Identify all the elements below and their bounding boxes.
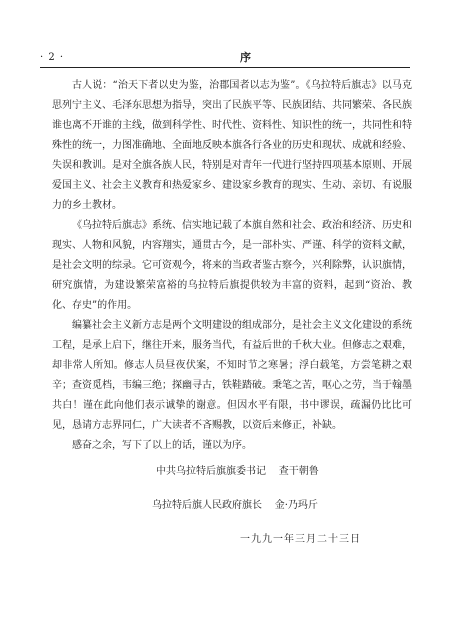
- signature-banner-head: [152, 498, 318, 514]
- signature-date: 一九九一年三月二十三日: [240, 534, 361, 545]
- paragraph-1: 古人说：“治天下者以史为鉴，治郡国者以志为鉴”。《乌拉特后旗志》以马克思列宁主义、毛泽东思想为指导，突出了民族平等、民族团结、共同繁荣、各民族谁也离不开谁的主线，做到科学性、时代性、资料性、知识性的统一，共同性和特殊性的统一，力图准确地、全面地反映本旗各行各业的历史和现状、成就和经验、失误和教训。是对全旗各族人民，特别是对青年一代进行坚持四项基本原则、开展爱国主义、社会主义教育和热爱家乡、建设家乡教育的现实、生动、亲切、有说服力的乡土教材。: [52, 80, 412, 211]
- signature-title: 中共乌拉特后旗旗委书记: [156, 466, 266, 477]
- paragraph-4: 感奋之余，写下了以上的话，谨以为序。: [72, 440, 252, 451]
- signature-name: 金·乃玛斤: [274, 500, 318, 511]
- page-number: · 2 ·: [40, 52, 65, 63]
- signature-name: 查干朝鲁: [278, 466, 319, 477]
- running-title: 序: [240, 51, 251, 64]
- paragraph-2: 《乌拉特后旗志》系统、信实地记载了本旗自然和社会、政治和经济、历史和现实、人物和风貌，内容翔实，通贯古今，是一部朴实、严谨、科学的资料文献，是社会文明的综录。它可资观今，将来的当政者鉴古察今，兴利除弊，认识旗情，研究旗情，为建设繁荣富裕的乌拉特后旗提供较为丰富的资料，起到“资治、教化、存史”的作用。: [52, 220, 412, 311]
- signature-title: 乌拉特后旗人民政府旗长: [152, 500, 262, 511]
- page-header: [40, 50, 408, 66]
- header-rule: [40, 67, 410, 68]
- signature-party-secretary: [156, 464, 319, 480]
- preface-body: [52, 76, 412, 456]
- paragraph-3: 编纂社会主义新方志是两个文明建设的组成部分，是社会主义文化建设的系统工程，是承上启下，继往开来，服务当代，有益后世的千秋大业。但修志之艰难，却非常人所知。修志人员昼夜伏案，不知时节之寒暑；浮白载笔，方尝笔耕之艰辛；查资觅档，韦编三绝；探幽寻古，铁鞋踏破。秉笔之苦，呕心之劳，当于翰墨共白！谨在此向他们表示诚挚的谢意。但因水平有限，书中谬误，疏漏仍比比可见，恳请方志界同仁，广大读者不吝赐教，以资后来修正，补缺。: [52, 320, 412, 431]
